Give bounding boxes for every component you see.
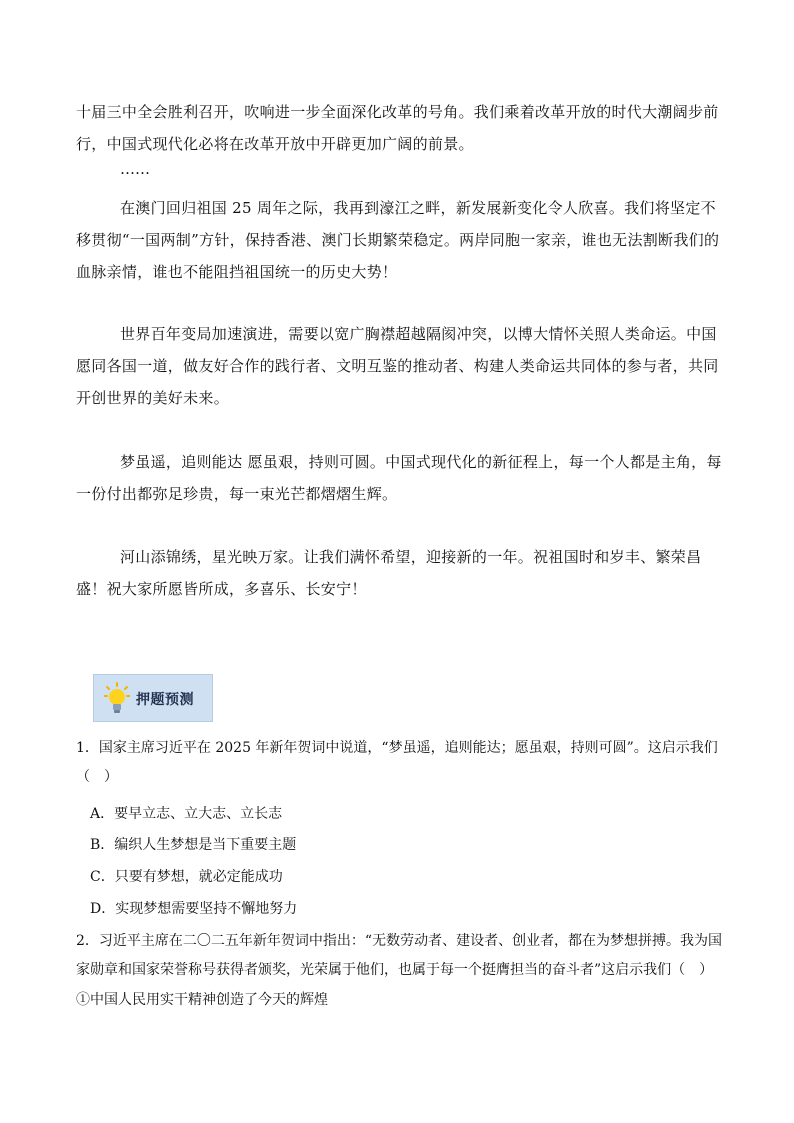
question-1-option-d[interactable]: D．实现梦想需要坚持不懈地努力 — [90, 901, 298, 917]
paragraph-reform: 十届三中全会胜利召开，吹响进一步全面深化改革的号角。我们乘着改革开放的时代大潮阔步前行，中国式现代化必将在改革开放中开辟更加广阔的前景。 — [76, 103, 719, 153]
prediction-banner — [93, 674, 213, 722]
question-1-option-c[interactable]: C．只要有梦想，就必定能成功 — [90, 869, 283, 885]
question-1-option-b[interactable]: B．编织人生梦想是当下重要主题 — [90, 837, 297, 853]
ellipsis: …… — [120, 160, 150, 178]
paragraph-world: 世界百年变局加速演进，需要以宽广胸襟超越隔阂冲突，以博大情怀关照人类命运。中国愿同各国一道，做友好合作的践行者、文明互鉴的推动者、构建人类命运共同体的参与者，共同开创世界的美好未来。 — [76, 325, 719, 407]
question-2-item-1[interactable]: ①中国人民用实干精神创造了今天的辉煌 — [76, 992, 328, 1008]
question-1-option-a[interactable]: A．要早立志、立大志、立长志 — [90, 806, 283, 822]
lightbulb-icon — [104, 682, 130, 716]
paragraph-macau: 在澳门回归祖国 25 周年之际，我再到濠江之畔，新发展新变化令人欣喜。我们将坚定不移贯彻“一国两制”方针，保持香港、澳门长期繁荣稳定。两岸同胞一家亲，谁也无法割断我们的血脉亲情，谁也不能阻挡祖国统一的历史大势！ — [76, 199, 720, 281]
question-2-stem: 2．习近平主席在二〇二五年新年贺词中指出：“无数劳动者、建设者、创业者，都在为梦想拼搏。我为国家勋章和国家荣誉称号获得者颁奖，光荣属于他们，也属于每一个挺膺担当的奋斗者”这启示我们（ ） — [76, 933, 723, 978]
banner-label: 押题预测 — [136, 692, 194, 708]
paragraph-dream: 梦虽遥，追则能达 愿虽艰，持则可圆。中国式现代化的新征程上，每一个人都是主角，每一份付出都弥足珍贵，每一束光芒都熠熠生辉。 — [76, 453, 722, 503]
question-1-stem: 1．国家主席习近平在 2025 年新年贺词中说道，“梦虽遥，追则能达；愿虽艰，持则可圆”。这启示我们（ ） — [76, 740, 718, 785]
paragraph-blessing: 河山添锦绣，星光映万家。让我们满怀希望，迎接新的一年。祝祖国时和岁丰、繁荣昌盛！祝大家所愿皆所成，多喜乐、长安宁！ — [76, 548, 702, 598]
